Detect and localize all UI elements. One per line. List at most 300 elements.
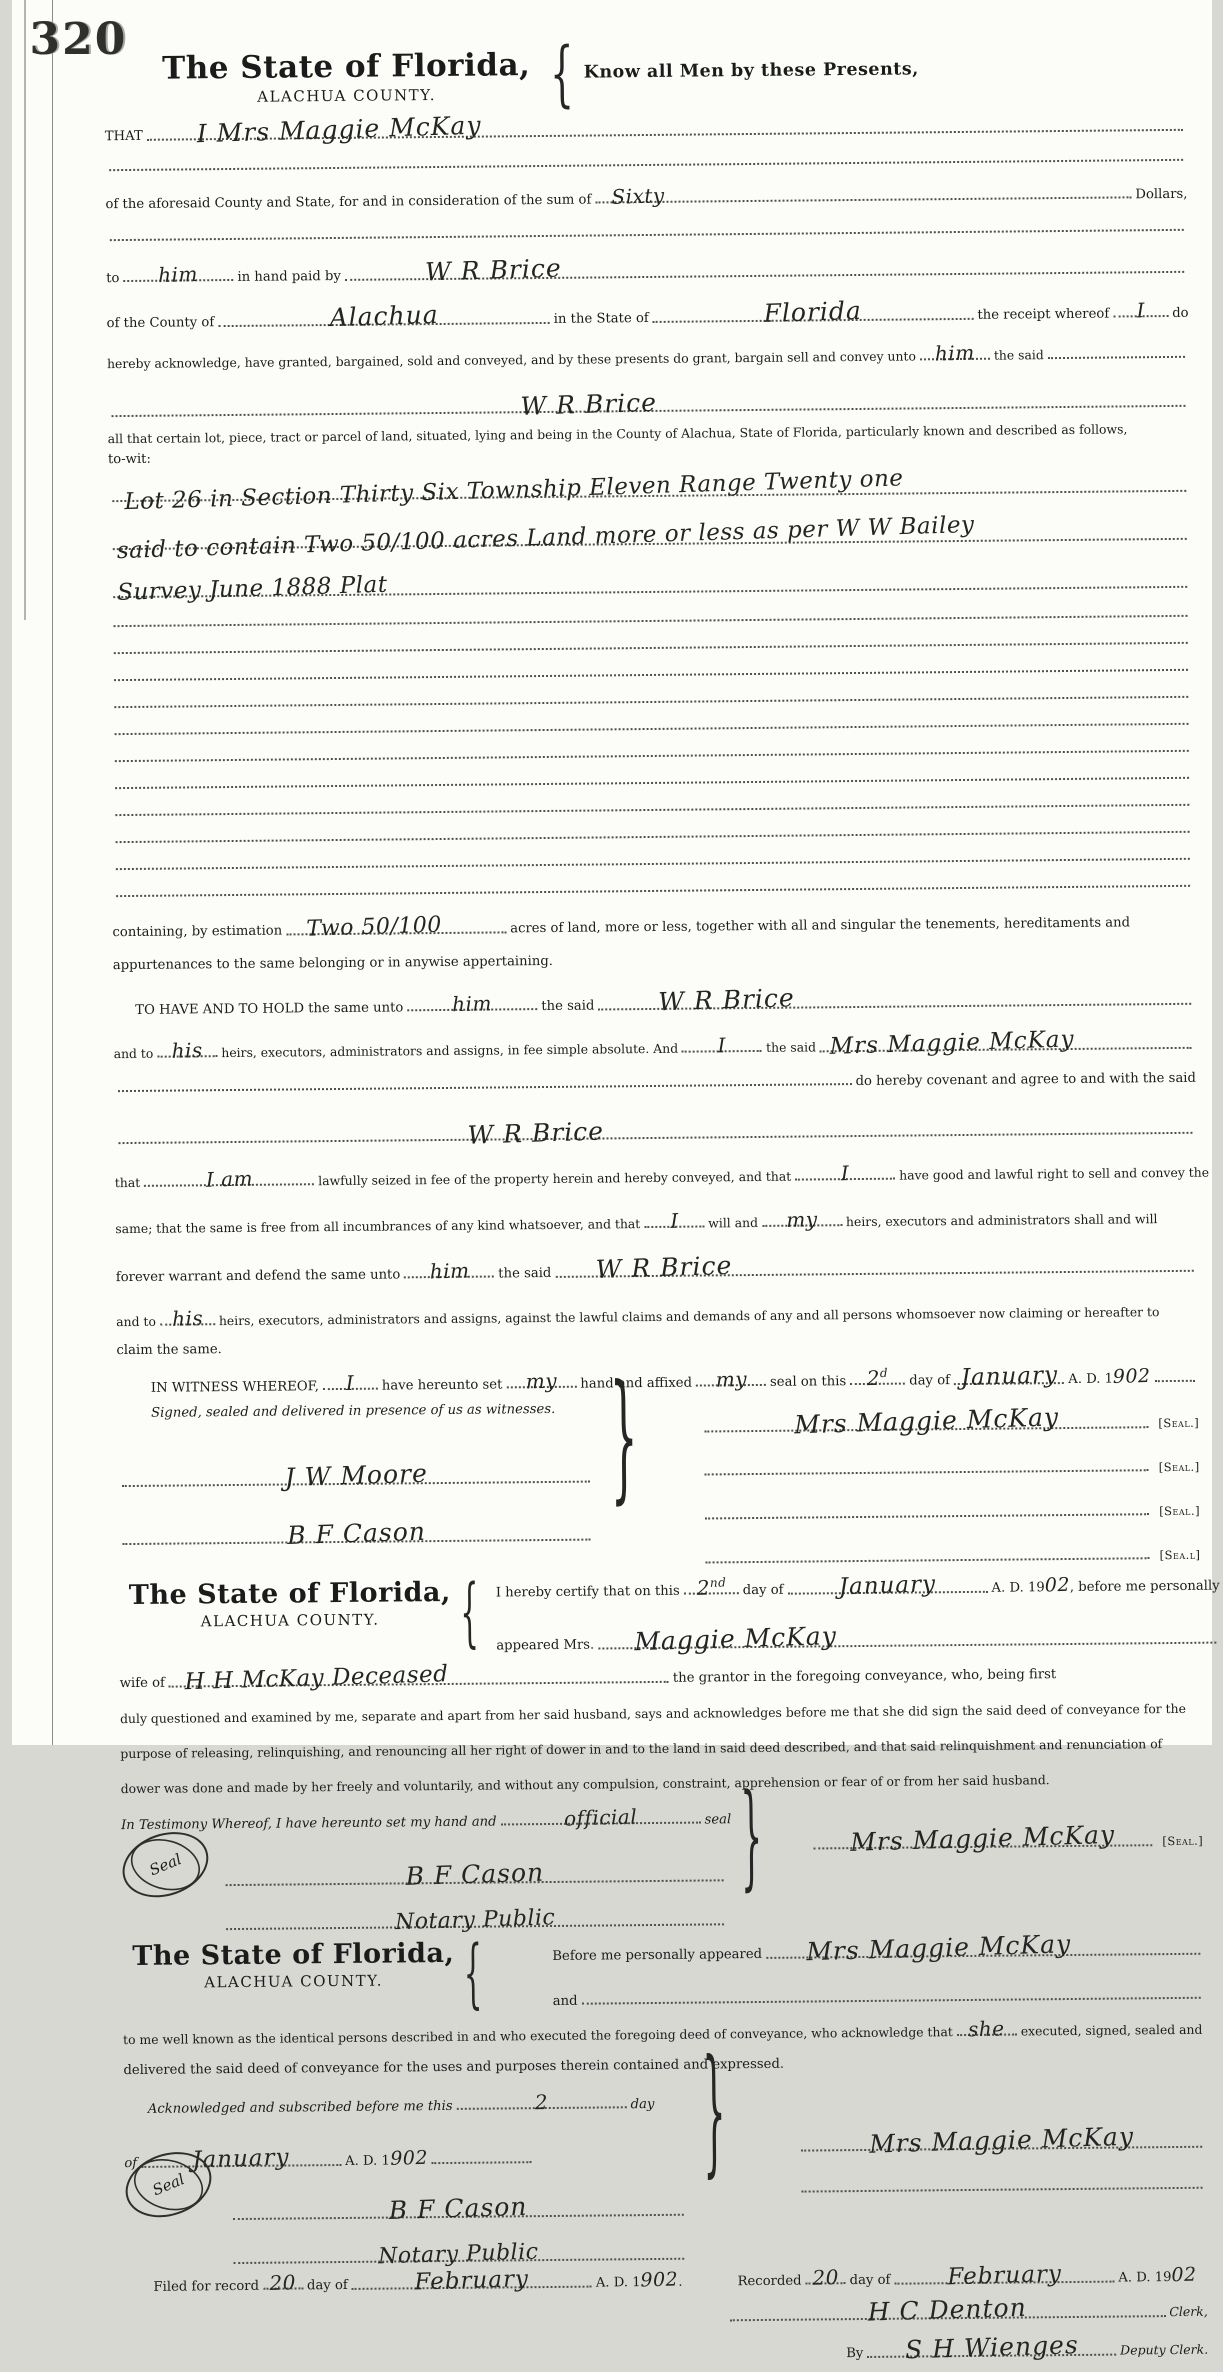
blank-dotted-line xyxy=(114,695,1188,708)
have-set-text: have hereunto set xyxy=(381,1377,502,1394)
claim-text: claim the same. xyxy=(115,1342,222,1359)
his-handwritten: his xyxy=(170,1305,203,1331)
ack-signature-line xyxy=(797,2121,1206,2159)
brace-icon: } xyxy=(739,1768,763,1902)
description-line xyxy=(108,511,1190,565)
testimony-text: In Testimony Whereof, I have hereunto set my hand and xyxy=(120,1814,497,1834)
grantor-signature: Mrs Maggie McKay xyxy=(868,2121,1135,2159)
page-number: 320 xyxy=(29,14,128,65)
deed-content xyxy=(104,32,1220,2368)
appeared-name-line xyxy=(765,1929,1199,1967)
ack-notary-column xyxy=(123,2089,687,2270)
him-handwritten: him xyxy=(157,261,199,288)
dollars-label: Dollars, xyxy=(1134,186,1188,203)
i-handwritten: I xyxy=(345,1370,355,1396)
description-handwritten-2: said to contain Two 50/100 acres Land more or less as per W W Bailey xyxy=(116,511,975,565)
day-of-label: day of xyxy=(742,1582,784,1599)
form-line xyxy=(106,294,1188,331)
and-to-label: and to xyxy=(113,1045,153,1062)
deputy-signature-line xyxy=(867,2330,1116,2365)
his-line xyxy=(157,1037,217,1063)
him-line xyxy=(123,261,233,288)
form-line xyxy=(107,442,1189,467)
my-handwritten: my xyxy=(524,1368,557,1394)
form-line xyxy=(116,1333,1198,1358)
brace-icon: } xyxy=(608,1354,638,1518)
wife-of-line xyxy=(119,1657,1201,1696)
receipt-text: the receipt whereof xyxy=(976,306,1109,323)
appeared-name-signature: Maggie McKay xyxy=(633,1621,837,1657)
appeared-name-line xyxy=(598,1620,1216,1657)
seal-label: [Seal.] xyxy=(1157,1415,1199,1431)
form-line xyxy=(105,179,1187,212)
grantor-signature: Mrs Maggie McKay xyxy=(829,1026,1075,1060)
do-label: do xyxy=(1171,305,1189,321)
county-heading: ALACHUA COUNTY. xyxy=(203,1971,383,1992)
seal-line xyxy=(701,1548,1200,1567)
blank-dotted-line xyxy=(705,1556,1149,1563)
blank-line xyxy=(111,830,1193,843)
month-handwritten: January xyxy=(191,2144,290,2174)
grantor-line-text: the grantor in the foregoing conveyance, who, being first xyxy=(672,1667,1056,1686)
day-of-label: day of xyxy=(306,2277,348,2294)
blank-line xyxy=(109,641,1191,654)
grantor-name-line xyxy=(146,107,1182,149)
payer-line xyxy=(344,249,1184,287)
state-line xyxy=(652,295,973,328)
blank-dotted-line xyxy=(581,1996,1200,2005)
blank-line xyxy=(105,158,1187,171)
delivered-text: delivered the said deed of conveyance for the uses and purposes therein contained and expressed. xyxy=(122,2056,784,2079)
my-line xyxy=(506,1368,576,1394)
month-line xyxy=(787,1571,987,1601)
dower-certify-block xyxy=(487,1570,1220,1657)
blank-line xyxy=(110,722,1192,735)
year-handwritten: 902 xyxy=(389,2146,428,2170)
grantee-name-line xyxy=(118,1110,1192,1150)
my-line xyxy=(695,1366,765,1392)
deputy-clerk-signature: S H Wienges xyxy=(903,2330,1079,2365)
filed-month-handwritten: February xyxy=(413,2266,529,2296)
i-handwritten: I xyxy=(669,1208,679,1233)
state-heading: The State of Florida, xyxy=(131,1937,454,1973)
clerk-signature: H C Denton xyxy=(867,2292,1027,2327)
heirs2-text: heirs, executors and administrators shall and will xyxy=(845,1211,1158,1230)
my-handwritten: my xyxy=(785,1207,818,1233)
header-state-block xyxy=(162,47,531,107)
form-line xyxy=(115,1204,1197,1236)
ack-line xyxy=(123,2089,686,2117)
i-line xyxy=(681,1033,761,1058)
blank-line xyxy=(111,776,1193,789)
ad-printed: A. D. 19 xyxy=(1117,2270,1172,2286)
ack-header xyxy=(122,1928,545,2018)
blank-line xyxy=(111,803,1193,816)
dower-section xyxy=(118,1567,1220,1657)
spacer xyxy=(125,2320,725,2326)
seal-column xyxy=(654,1396,1200,1567)
blank-dotted-line xyxy=(1154,1379,1194,1382)
to-have-text: TO HAVE AND TO HOLD the same unto xyxy=(134,1000,403,1018)
dower-paragraph-line xyxy=(119,1701,1201,1726)
notary-column xyxy=(120,1804,731,1936)
blank-dotted-line xyxy=(801,2186,1202,2193)
seal-label: [Seal.] xyxy=(1158,1503,1200,1519)
day-number: 2 xyxy=(695,1575,710,1600)
ack-text: Acknowledged and subscribed before me this xyxy=(147,2098,453,2117)
seal-doodle-text: Seal xyxy=(149,2170,187,2200)
seal-word: seal xyxy=(704,1812,731,1828)
recorded-day-handwritten: 20 xyxy=(811,2264,839,2290)
i-handwritten: I xyxy=(716,1033,727,1058)
incumbrances-text: same; that the same is free from all incumbrances of any kind whatsoever, and that xyxy=(114,1216,640,1237)
seal-label: [Seal.] xyxy=(1158,1459,1200,1475)
aforesaid-text: of the aforesaid County and State, for and in consideration of the sum of xyxy=(104,192,591,213)
notary-title-handwritten: Notary Public xyxy=(377,2239,539,2270)
grantee-line xyxy=(598,981,1191,1017)
blank-dotted-line xyxy=(113,614,1187,627)
deputy-clerk-line xyxy=(126,2331,1208,2368)
year-handwritten: 902 xyxy=(1112,1364,1151,1388)
notary-signature-dotted xyxy=(232,2191,683,2226)
grantee-signature: W R Brice xyxy=(594,1250,732,1284)
deed-header xyxy=(104,32,1187,116)
form-line xyxy=(113,1071,1195,1096)
blank-line xyxy=(112,884,1194,897)
notary-title-line xyxy=(121,1905,727,1936)
binding-edge-line xyxy=(52,0,53,1745)
before-text: , before me personally xyxy=(1069,1578,1220,1595)
witness-line xyxy=(117,1458,593,1493)
grantor-signature: Mrs Maggie McKay xyxy=(849,1819,1116,1857)
grantee-line xyxy=(555,1248,1194,1284)
blank-line xyxy=(110,749,1192,762)
my-line xyxy=(761,1207,841,1233)
blank-dotted-line xyxy=(1047,355,1184,359)
grantee-signature: W R Brice xyxy=(657,983,795,1017)
husband-handwritten: H H McKay Deceased xyxy=(184,1661,449,1696)
ad-printed: A. D. 1 xyxy=(1067,1371,1113,1387)
him-handwritten: him xyxy=(451,991,493,1017)
notary-seal-doodle xyxy=(121,1833,210,1896)
filed-day-handwritten: 20 xyxy=(268,2270,297,2295)
notary-signature: B F Cason xyxy=(387,2191,528,2226)
blank-dotted-line xyxy=(115,803,1189,816)
form-line xyxy=(112,948,1194,973)
his-handwritten: his xyxy=(170,1037,203,1063)
that-label: THAT xyxy=(104,128,143,145)
form-line xyxy=(106,339,1188,371)
appurtenances-text: appurtenances to the same belonging or in anywise appertaining. xyxy=(112,953,553,974)
in-witness-text: IN WITNESS WHEREOF, xyxy=(150,1379,319,1396)
dower-paragraph-line xyxy=(120,1736,1202,1761)
day-line xyxy=(683,1575,738,1600)
description-dotted-line xyxy=(112,511,1186,565)
form-line xyxy=(106,249,1188,286)
grantee-name-line xyxy=(111,383,1185,421)
lawfully-text: lawfully seized in fee of the property herein and hereby conveyed, and that xyxy=(317,1168,791,1189)
payer-signature: W R Brice xyxy=(423,253,562,287)
seal-line xyxy=(700,1402,1199,1440)
grantor-signature: Mrs Maggie McKay xyxy=(792,1402,1059,1440)
the-said-label: the said xyxy=(765,1039,816,1055)
parcel-text: all that certain lot, piece, tract or parcel of land, situated, lying and being in the County of Alachua, State of Florida, particularly known and described as follows, xyxy=(107,421,1127,447)
acres-rest-text: acres of land, more or less, together with all and singular the tenements, hereditaments and xyxy=(509,915,1130,937)
signed-sealed-text: Signed, sealed and delivered in presence of us as witnesses. xyxy=(150,1401,555,1421)
day-ordinal: d xyxy=(879,1365,888,1381)
ack-signature-column xyxy=(740,2084,1206,2259)
heirs-text: heirs, executors, administrators and assigns, in fee simple absolute. And xyxy=(220,1040,678,1061)
blank-dotted-line xyxy=(113,641,1187,654)
witness-line xyxy=(118,1516,594,1550)
notary-seal-doodle xyxy=(124,2153,213,2216)
seal-label: [Seal.] xyxy=(1161,1833,1203,1849)
blank-dotted-line xyxy=(114,722,1188,735)
notary-signature: B F Cason xyxy=(404,1857,544,1891)
and-line xyxy=(552,1988,1204,2009)
county-of-text: of the County of xyxy=(106,315,214,332)
i-handwritten: I xyxy=(1135,298,1145,323)
i-line xyxy=(795,1161,895,1186)
in-state-of-text: in the State of xyxy=(553,310,649,327)
witness2-signature: B F Cason xyxy=(286,1516,426,1550)
day-handwritten: 2 xyxy=(534,2089,549,2115)
blank-line xyxy=(111,857,1193,870)
clerk-line xyxy=(125,2293,1207,2329)
him-line xyxy=(404,1258,494,1284)
sum-line xyxy=(595,179,1131,209)
form-line xyxy=(115,1248,1197,1285)
county-line xyxy=(218,299,550,333)
period: . xyxy=(677,2274,683,2290)
known-text: to me well known as the identical persons described in and who executed the foregoing deed of conveyance, who acknowledge that xyxy=(122,2024,953,2048)
brace-icon: } xyxy=(701,2031,726,2192)
recorded-label: Recorded xyxy=(736,2273,802,2290)
the-said-label: the said xyxy=(540,998,595,1015)
acreage-line xyxy=(286,912,506,942)
seal-on-text: seal on this xyxy=(769,1374,846,1390)
that-label: that xyxy=(114,1174,140,1191)
dower-para1: duly questioned and examined by me, separate and apart from her said husband, says and acknowledges before me that she did sign the said deed of conveyance for the xyxy=(119,1700,1186,1727)
witness-line xyxy=(116,1362,1198,1396)
day-handwritten xyxy=(696,1575,726,1600)
official-line xyxy=(500,1804,700,1831)
dower-signature-column xyxy=(775,1800,1204,1925)
of-label: of xyxy=(123,2155,137,2172)
day-ordinal: nd xyxy=(708,1575,726,1590)
brace-icon: { xyxy=(459,1567,479,1657)
page-edge-line xyxy=(24,0,26,620)
state-handwritten: Florida xyxy=(762,295,863,328)
county-handwritten: Alachua xyxy=(328,299,439,333)
recorded-day-line xyxy=(805,2264,845,2290)
county-heading: ALACHUA COUNTY. xyxy=(200,1610,380,1631)
state-heading: The State of Florida, xyxy=(161,47,531,87)
brace-icon: { xyxy=(549,32,574,116)
in-hand-text: in hand paid by xyxy=(236,268,341,285)
day-number: 2 xyxy=(866,1365,881,1391)
blank-dotted-line xyxy=(109,228,1183,241)
heirs3-text: heirs, executors, administrators and assigns, against the lawful claims and demands of any and all persons whomsoever now claiming or hereafter to xyxy=(218,1304,1159,1329)
blank-dotted-line xyxy=(116,884,1190,897)
blank-dotted-line xyxy=(431,2160,531,2164)
filed-day-line xyxy=(262,2270,302,2295)
seal-doodle-text: Seal xyxy=(146,1850,184,1880)
witness1-signature: J W Moore xyxy=(283,1458,428,1493)
recorded-month-handwritten: February xyxy=(946,2260,1062,2291)
before-me-text: Before me personally appeared xyxy=(551,1946,762,1964)
form-line xyxy=(114,1110,1196,1150)
spacer xyxy=(126,2357,846,2364)
month-line xyxy=(953,1362,1063,1392)
notary-title-handwritten: Notary Public xyxy=(393,1905,555,1936)
acreage-handwritten: Two 50/100 xyxy=(305,912,442,942)
form-line xyxy=(113,981,1195,1018)
notary-title-dotted xyxy=(225,1905,723,1936)
my-handwritten: my xyxy=(714,1366,747,1392)
day-label: day xyxy=(630,2097,654,2113)
the-said-label: the said xyxy=(497,1265,551,1282)
day-line xyxy=(850,1365,905,1391)
day-of-label: day of xyxy=(849,2272,890,2289)
description-handwritten-3: Survey June 1888 Plat xyxy=(116,571,388,606)
description-handwritten-1: Lot 26 in Section Thirty Six Township Eleven Range Twenty one xyxy=(123,465,904,516)
description-line xyxy=(109,567,1191,606)
his-line xyxy=(159,1305,214,1331)
blank-dotted-line xyxy=(115,776,1189,789)
sum-handwritten: Sixty xyxy=(610,183,665,209)
lawful-right-text: have good and lawful right to sell and convey the xyxy=(898,1164,1209,1183)
grantee-signature: W R Brice xyxy=(519,387,657,421)
witness-signature-line xyxy=(122,1516,590,1550)
dower-para3: dower was done and made by her freely and voluntarily, and without any compulsion, constraint, apprehension or fear of or from her said husband. xyxy=(120,1772,1050,1797)
ack-appeared-block xyxy=(544,1931,1205,2009)
i-am-line xyxy=(144,1166,314,1192)
blank-line xyxy=(110,668,1192,681)
recorded-month-line xyxy=(894,2260,1114,2291)
clerk-label: Clerk, xyxy=(1168,2303,1208,2320)
filed-recorded-line xyxy=(125,2261,1207,2295)
appeared-mrs-label: appeared Mrs. xyxy=(495,1637,594,1654)
seal-label: [Sea.l] xyxy=(1159,1547,1201,1563)
him-line xyxy=(919,340,989,366)
month-handwritten: January xyxy=(837,1571,936,1601)
description-dotted-line xyxy=(113,567,1187,606)
blank-dotted-line xyxy=(115,857,1189,870)
i-line xyxy=(644,1208,704,1233)
executed-text: executed, signed, sealed and xyxy=(1020,2021,1202,2039)
brace-icon: { xyxy=(462,1928,483,2018)
description-line xyxy=(108,465,1190,516)
clerk-signature-line xyxy=(729,2292,1165,2327)
certify-text: I hereby certify that on this xyxy=(495,1583,680,1601)
to-label: to xyxy=(105,271,120,287)
form-line xyxy=(104,107,1186,149)
blank-dotted-line xyxy=(114,749,1188,762)
form-line xyxy=(107,383,1189,421)
grantor-signature-line xyxy=(801,2121,1202,2159)
grantor-name-handwritten: I Mrs Maggie McKay xyxy=(195,110,482,149)
recorded-year-handwritten: 02 xyxy=(1170,2263,1197,2287)
dower-paragraph-line xyxy=(120,1771,1202,1796)
notary-signature-dotted xyxy=(225,1857,723,1891)
blank-line xyxy=(109,614,1191,627)
blank-dotted-line xyxy=(704,1468,1148,1475)
notary-title-dotted xyxy=(233,2239,684,2270)
form-line xyxy=(116,1297,1198,1329)
witness-signature-line xyxy=(121,1458,589,1493)
blank-line xyxy=(110,695,1192,708)
grantor-signature-line xyxy=(704,1402,1148,1440)
receipt-i-line xyxy=(1113,298,1168,323)
blank-dotted-line xyxy=(115,830,1189,843)
blank-dotted-line xyxy=(114,668,1188,681)
delivered-line xyxy=(123,2053,1205,2078)
certify-line xyxy=(495,1570,1219,1601)
dower-para2: purpose of releasing, relinquishing, and renouncing all her right of dower in and to the land in said deed described, and that said relinquishment and renunciation of xyxy=(119,1736,1162,1762)
deed-record-page xyxy=(12,0,1220,2365)
blank-line xyxy=(797,2186,1206,2193)
description-dotted-line xyxy=(112,465,1186,516)
day-line xyxy=(456,2089,626,2115)
form-line xyxy=(113,1028,1195,1061)
seal-line xyxy=(701,1504,1200,1523)
containing-text: containing, by estimation xyxy=(111,923,282,941)
county-heading: ALACHUA COUNTY. xyxy=(256,86,436,106)
filed-label: Filed for record xyxy=(152,2278,259,2295)
filed-month-line xyxy=(351,2266,591,2296)
grantor-line xyxy=(819,1026,1191,1060)
dower-signature-line xyxy=(809,1819,1203,1857)
acknowledge-text: hereby acknowledge, have granted, bargained, sold and conveyed, and by these presents do grant, bargain sell and convey unto xyxy=(106,348,916,372)
state-heading: The State of Florida, xyxy=(128,1576,451,1612)
and-to-label: and to xyxy=(115,1313,156,1330)
she-line xyxy=(956,2016,1016,2042)
she-handwritten: she xyxy=(967,2016,1005,2042)
warrant-text: forever warrant and defend the same unto xyxy=(115,1267,400,1286)
ad-printed: A. D. 1 xyxy=(344,2153,390,2169)
official-handwritten: official xyxy=(563,1804,637,1831)
him-line xyxy=(407,991,537,1017)
blank-line xyxy=(105,228,1187,241)
wife-of-label: wife of xyxy=(119,1675,165,1692)
form-line xyxy=(112,907,1194,940)
seal-line xyxy=(700,1460,1199,1479)
i-handwritten: I xyxy=(840,1161,850,1186)
blank-dotted-line xyxy=(109,158,1183,171)
month-handwritten: January xyxy=(959,1362,1058,1392)
grantor-signature-line xyxy=(813,1819,1152,1857)
deputy-clerk-label: Deputy Clerk. xyxy=(1119,2341,1208,2358)
acknowledgment-section xyxy=(122,1928,1205,2018)
appeared-line xyxy=(495,1620,1220,1657)
grantee-signature: W R Brice xyxy=(466,1116,604,1150)
husband-line xyxy=(168,1661,668,1696)
ad-printed: A. D. 19 xyxy=(990,1580,1045,1596)
witnesses-column xyxy=(117,1402,595,1573)
covenant-text: do hereby covenant and agree to and with the said xyxy=(855,1070,1196,1090)
hand-affixed-text: hand and affixed xyxy=(579,1375,692,1392)
him-handwritten: him xyxy=(934,340,975,366)
day-handwritten xyxy=(866,1366,888,1391)
i-am-handwritten: I am xyxy=(204,1166,253,1192)
testimony-line xyxy=(120,1804,731,1834)
the-said-label: the said xyxy=(993,347,1044,363)
day-of-label: day of xyxy=(908,1373,950,1389)
and-label: and xyxy=(552,1993,578,2009)
form-line xyxy=(114,1158,1209,1192)
year-handwritten: 02 xyxy=(1043,1573,1070,1597)
